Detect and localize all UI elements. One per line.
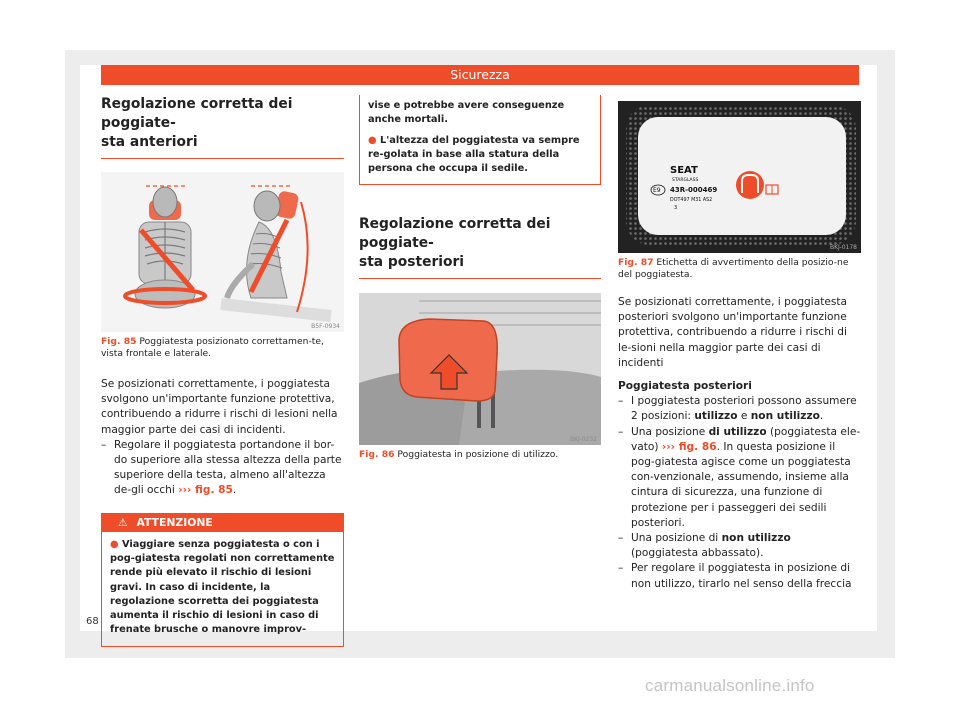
text-bold: non utilizzo [721,532,791,545]
text: Una posizione [631,425,709,438]
figure-number: Fig. 87 [618,257,654,268]
list-item-positions [618,394,861,424]
figure-87 [618,101,861,253]
figure-number: Fig. 85 [101,336,137,347]
text: (poggiatesta ele-vato) [631,425,861,453]
warning-box-continued [359,95,601,185]
column-right [618,95,861,592]
warning-header [102,514,343,532]
column-left [101,95,344,647]
warning-body [102,532,343,646]
bullet-icon: ● [110,538,119,550]
text-bold: utilizzo [694,410,738,423]
watermark-text: carmanualsonline.info [645,676,815,695]
label-brand: SEAT [670,165,698,176]
warning-triangle-icon: ⚠ [118,515,128,529]
list-item-adjust: – Per regolare il poggiatesta in posizione di non utilizzo, tirarlo nel senso della freccia [618,561,861,591]
text: I poggiatesta posteriori possono assumere 2 posizioni: [631,395,857,423]
adjust-step-text: Regolare il poggiatesta portandone il bor-do superiore alla stessa altezza della parte superiore della testa, almeno all'altezza de-gli occhi [114,438,342,497]
warning-title: ATTENZIONE [136,515,213,529]
text-bold: di utilizzo [708,425,767,438]
label-number: 43R-000469 [670,186,718,194]
figure-caption-text: Poggiatesta posizionato correttamen-te, vista frontale e laterale. [101,336,324,359]
heading-front-headrests [101,95,344,159]
figure-ref-link[interactable]: ››› fig. 85 [178,484,233,497]
intro-paragraph: Se posizionati correttamente, i poggiatesta posteriori svolgono un'importante funzione protettiva, contribuendo a ridurre i rischi di le-sioni nella maggior parte dei casi di incidenti [618,296,848,369]
skeleton-illustration [101,172,344,332]
bullet-icon: ● [368,134,377,146]
figure-ref-link[interactable]: ››› fig. 86 [661,440,717,453]
figure-code: B5F-0934 [311,323,340,330]
figure-85 [101,172,344,332]
warning-continuation: vise e potrebbe avere conseguenze anche mortali. [368,100,565,126]
warning-text: Viaggiare senza poggiatesta o con i pog-giatesta regolati non correttamente rende più elevato il rischio di lesioni gravi. In caso di incidente, la regolazione scorretta dei poggiatesta aumenta il rischio di lesioni in caso di frenate brusche o manovre improv- [110,538,335,636]
column-middle [359,95,601,461]
text: . In questa posizione il pog-giatesta agisce come un poggiatesta con-venzionale, assumendo, insieme alla cintura di sicurezza, una funzione di protezione per i passeggeri dei sedili posteriori. [631,440,851,529]
figure-code: BKJ-0178 [829,244,857,251]
warning-bullet-2-text: L'altezza del poggiatesta va sempre re-golata in base alla statura della persona che occupa il sedile. [368,134,580,175]
figure-number: Fig. 86 [359,449,395,461]
warning-body-continued [360,95,600,184]
figure-caption-text: Poggiatesta in posizione di utilizzo. [397,449,559,461]
text: (poggiatesta abbassato). [631,547,764,560]
heading-line-1: Regolazione corretta dei poggiate- [359,216,551,252]
figure-86-caption [359,449,601,461]
glass-label-illustration [618,101,861,253]
figure-caption-text: Etichetta di avvertimento della posizio-ne del poggiatesta. [618,257,849,280]
section-header: Sicurezza [101,65,859,85]
heading-line-2: sta anteriori [101,134,198,150]
list-item-use [618,425,861,531]
text-bold: non utilizzo [750,410,820,423]
label-glass: STARGLASS [672,178,699,183]
heading-line-1: Regolazione corretta dei poggiate- [101,96,293,131]
warning-bullet-2 [368,134,592,177]
rear-headrest-illustration [359,293,601,445]
figure-87-caption [618,257,861,281]
intro-paragraph: Se posizionati correttamente, i poggiatesta svolgono un'importante funzione protettiva, contribuendo a ridurre i rischi di lesioni nella maggior parte dei casi di incidenti. [101,378,338,436]
figure-85-caption [101,336,344,360]
figure-86 [359,293,601,445]
text: e [737,410,751,423]
list-item-nonuse [618,531,861,561]
adjust-step: – Regolare il poggiatesta portandone il bor-do superiore alla stessa altezza della parte superiore della testa, almeno all'altezza de-gli occhi ››› fig. 85. [101,438,344,499]
heading-rear-headrests [359,215,601,279]
label-dot: DOT497 M31 AS2 [670,198,713,203]
label-e-mark: E9 [653,187,661,194]
text: Una posizione di [631,532,722,545]
figure-code: BKJ-0232 [569,436,597,444]
page-number: 68 [86,616,99,627]
label-small: 3 [674,205,678,211]
text: . [819,410,824,423]
heading-line-2: sta posteriori [359,254,464,271]
warning-box [101,513,344,647]
subheading-rear: Poggiatesta posteriori [618,380,752,393]
